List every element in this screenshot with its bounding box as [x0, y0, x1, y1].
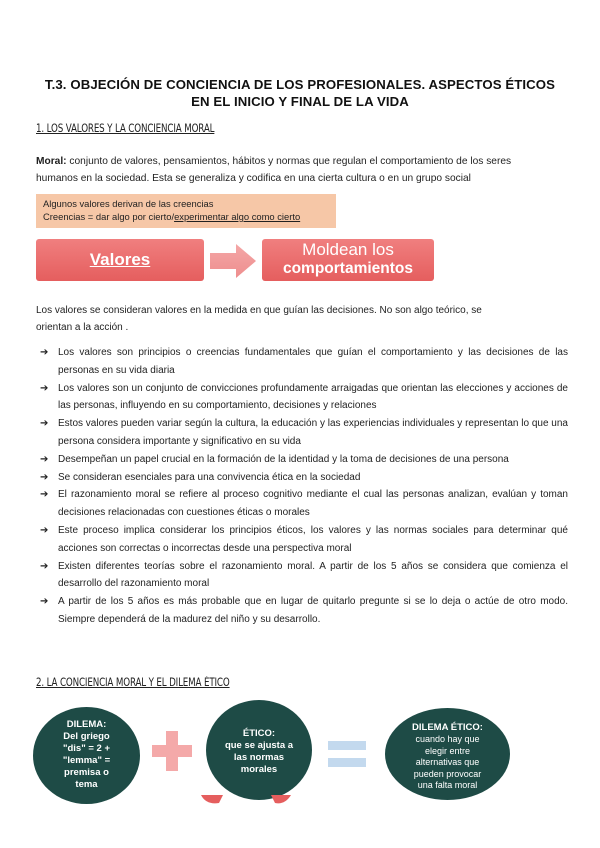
arrow-bullet-icon: ➔ — [40, 524, 49, 536]
etico-title: ÉTICO: — [242, 728, 276, 739]
list-item: ➔ El razonamiento moral se refiere al proceso cognitivo mediante el cual las personas analizan, evalúan y toman decisiones relacionadas con cuestiones éticas o morales — [36, 486, 568, 522]
arrow-bullet-icon: ➔ — [40, 347, 49, 358]
list-item: ➔ Existen diferentes teorías sobre el razonamiento moral. A partir de los 5 años se considera que comienza el desarrollo del razonamiento moral — [36, 558, 568, 594]
list-item: ➔ Este proceso implica considerar los principios éticos, los valores y las normas sociales para determinar qué acciones son correctas o incorrectas desde una perspectiva moral — [36, 522, 568, 558]
dilema-circle: DILEMA: Del griego "dis" = 2 + "lemma" = premisa o tema — [33, 707, 140, 804]
values-bullet-list — [36, 344, 568, 629]
dilema-etico-title: DILEMA ÉTICO: — [412, 722, 483, 733]
decorative-red-shape — [201, 795, 291, 805]
moral-definition — [36, 153, 564, 187]
arrow-bullet-icon: ➔ — [40, 560, 49, 572]
arrow-bullet-icon: ➔ — [40, 418, 49, 430]
values-paragraph — [36, 302, 564, 336]
section-heading-1: 1. LOS VALORES Y LA CONCIENCIA MORAL — [36, 122, 215, 135]
dilema-title: DILEMA: — [66, 719, 107, 730]
beliefs-note — [36, 194, 336, 228]
arrow-bullet-icon: ➔ — [40, 453, 49, 465]
arrow-bullet-icon: ➔ — [40, 471, 49, 483]
list-item: ➔ Desempeñan un papel crucial en la formación de la identidad y la toma de decisiones de una persona — [36, 451, 568, 469]
mold-behaviour-box — [262, 239, 434, 281]
note-line-2-a: Creencias = dar algo por cierto/ — [43, 211, 175, 222]
list-item: ➔ Estos valores pueden variar según la cultura, la educación y las experiencias individuales y representan lo que una persona considera importante y significativo en su vida — [36, 415, 568, 451]
list-item: ➔ Se consideran esenciales para una convivencia ética en la sociedad — [36, 469, 568, 487]
mold-label-2: comportamientos — [282, 260, 414, 277]
arrow-bullet-icon: ➔ — [40, 596, 49, 608]
list-item: ➔ A partir de los 5 años es más probable que en lugar de quitarlo pregunte si se lo deja o actúe de otro modo. Siempre dependerá de la madurez del niño y su desarrollo. — [36, 593, 568, 629]
section-heading-2: 2. LA CONCIENCIA MORAL Y EL DILEMA ÉTICO — [36, 676, 230, 689]
values-paragraph-line-2: orientan a la acción . — [36, 322, 129, 333]
values-label: Valores — [89, 250, 151, 269]
note-line-1: Algunos valores derivan de las creencias — [43, 198, 214, 209]
note-line-2 — [43, 210, 300, 223]
arrow-right-icon — [210, 244, 256, 278]
arrow-bullet-icon: ➔ — [40, 382, 49, 394]
list-item: ➔ Los valores son principios o creencias fundamentales que guían el comportamiento y las decisiones de las personas en su vida diaria — [36, 344, 568, 380]
plus-icon — [152, 731, 192, 771]
etico-circle: ÉTICO: que se ajusta a las normas morales — [206, 700, 312, 800]
document-title — [36, 76, 564, 110]
mold-label-1: Moldean los — [302, 240, 394, 259]
title-line-2: EN EL INICIO Y FINAL DE LA VIDA — [191, 94, 409, 109]
note-line-2-b: experimentar algo como cierto — [174, 211, 301, 222]
values-box — [36, 239, 204, 281]
moral-text-2: humanos en la sociedad. Esta se generaliza y codifica en una cierta cultura o en un grupo social — [36, 173, 471, 184]
list-item: ➔ Los valores son un conjunto de convicciones profundamente arraigadas que orientan las elecciones y acciones de las personas, influyendo en su comportamiento, decisiones y relaciones — [36, 380, 568, 416]
moral-text-1: conjunto de valores, pensamientos, hábitos y normas que regulan el comportamiento de los seres — [66, 156, 512, 167]
moral-label: Moral: — [36, 156, 67, 167]
arrow-bullet-icon: ➔ — [40, 489, 49, 501]
dilema-etico-circle: DILEMA ÉTICO: cuando hay que elegir entre alternativas que pueden provocar una falta moral — [385, 708, 510, 800]
values-paragraph-line-1: Los valores se consideran valores en la medida en que guían las decisiones. No son algo teórico, se — [36, 305, 482, 316]
title-line-1: T.3. OBJECIÓN DE CONCIENCIA DE LOS PROFESIONALES. ASPECTOS ÉTICOS — [44, 77, 556, 92]
equals-icon — [328, 741, 366, 767]
